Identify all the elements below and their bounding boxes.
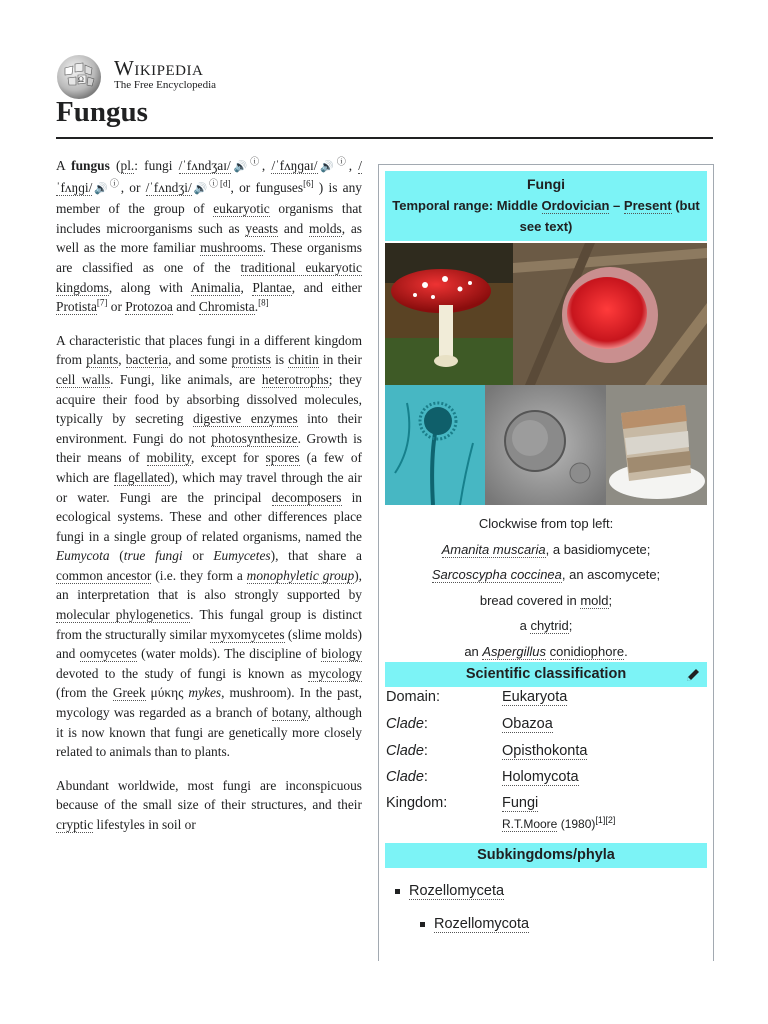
text: , as well as the more familiar: [56, 220, 362, 256]
text: , and some: [168, 352, 232, 368]
chytrid-photo: [485, 385, 606, 505]
term-eumycota: Eumycota: [56, 548, 110, 564]
footnote-d[interactable]: [d]: [220, 178, 231, 189]
link-digestive-enzymes[interactable]: digestive enzymes: [193, 411, 298, 427]
ipa-pronunciation-1[interactable]: /ˈfʌndʒaɪ/: [178, 158, 231, 173]
text: lifestyles in soil or: [93, 817, 196, 832]
page-title: Fungus: [56, 96, 148, 128]
text: is: [270, 352, 289, 368]
rank-colon: :: [423, 769, 428, 785]
text: , although it is now known that fungi are genetically more closely related to animals than to plants.: [56, 705, 362, 760]
text: .: [624, 643, 628, 659]
link-obazoa[interactable]: Obazoa: [502, 716, 553, 732]
link-cryptic[interactable]: cryptic: [56, 817, 94, 832]
article-body: [56, 156, 362, 849]
link-common-ancestor[interactable]: common ancestor: [56, 567, 152, 583]
temporal-range: [385, 195, 707, 237]
text: , or funguses: [230, 179, 304, 195]
text: , a basidiomycete;: [545, 541, 651, 557]
rank-label: Kingdom:: [386, 795, 448, 811]
text: ), an interpretation that is also strongly supported by: [56, 567, 363, 603]
text: or: [107, 299, 126, 315]
ipa-pronunciation-3[interactable]: /ˈfʌŋɡi/: [56, 158, 362, 195]
text: ;: [608, 592, 613, 608]
text: ), which may travel through the air or water. Fungi are the principal: [56, 469, 362, 505]
info-icon[interactable]: ⓘ: [250, 156, 262, 167]
text: ; they acquire their food by absorbing dissolved molecules, typically by secreting: [56, 371, 362, 427]
link-chytrid[interactable]: chytrid: [530, 618, 569, 633]
link-conidiophore[interactable]: conidiophore: [549, 643, 625, 659]
term-true-fungi: true fungi: [123, 548, 183, 564]
link-monophyletic-group[interactable]: monophyletic group: [246, 567, 355, 583]
reference-6[interactable]: [6]: [303, 178, 314, 189]
link-molecular-phylogenetics[interactable]: molecular phylogenetics: [56, 607, 191, 623]
taxobox: [378, 164, 714, 961]
text: and: [278, 220, 309, 236]
link-cell-walls[interactable]: cell walls: [56, 371, 111, 387]
link-rozellomycota[interactable]: Rozellomycota: [434, 916, 530, 932]
wikipedia-wordmark[interactable]: Wikipedia: [114, 56, 204, 80]
rank-label: [386, 743, 428, 759]
text: ;: [568, 618, 573, 633]
paragraph-1: [56, 156, 362, 317]
link-mobility[interactable]: mobility: [146, 450, 192, 466]
info-icon[interactable]: ⓘ: [209, 178, 221, 189]
text: a: [519, 618, 531, 633]
link-sarcoscypha-coccinea[interactable]: Sarcoscypha coccinea: [431, 567, 562, 582]
link-rt-moore[interactable]: R.T.Moore: [502, 817, 558, 831]
link-mold[interactable]: mold: [580, 592, 609, 608]
text: Temporal range: Middle: [392, 198, 542, 213]
text: . Fungi, like animals, are: [110, 371, 262, 387]
text: or: [182, 548, 214, 564]
link-yeasts[interactable]: yeasts: [245, 220, 279, 236]
link-plantae[interactable]: Plantae: [252, 279, 292, 295]
link-fungi[interactable]: Fungi: [502, 795, 539, 811]
reference-8[interactable]: [8]: [258, 297, 269, 308]
caption-line: [385, 588, 707, 614]
text: Abundant worldwide, most fungi are inconspicuous because of the small size of their structures, and their: [56, 777, 362, 813]
link-oomycetes[interactable]: oomycetes: [79, 646, 137, 662]
site-header[interactable]: [56, 54, 356, 98]
wikipedia-tagline: The Free Encyclopedia: [114, 79, 217, 91]
link-present[interactable]: Present: [623, 198, 672, 213]
text: and: [172, 299, 199, 315]
rank-label: [386, 769, 428, 785]
term-bold: fungus: [71, 158, 110, 173]
taxobox-title: Fungi: [526, 176, 566, 192]
caption-line: [385, 613, 707, 639]
text: , except for: [191, 450, 266, 466]
link-flagellated[interactable]: flagellated: [113, 469, 171, 485]
text: ), that share a: [270, 548, 362, 564]
link-bacteria[interactable]: bacteria: [125, 352, 169, 368]
speaker-icon[interactable]: 🔊: [230, 161, 251, 173]
reference-7[interactable]: [7]: [96, 297, 108, 308]
text: ) is any member of the group of: [56, 179, 362, 217]
rank-colon: :: [423, 716, 428, 732]
info-icon[interactable]: ⓘ: [336, 156, 349, 167]
link-botany[interactable]: botany: [271, 705, 308, 721]
link-biology[interactable]: biology: [321, 646, 363, 662]
taxon-authority: [502, 817, 615, 831]
link-decomposers[interactable]: decomposers: [271, 489, 342, 505]
amanita-photo: [385, 243, 513, 385]
list-item: [395, 883, 504, 899]
text: .: [254, 299, 259, 315]
text: (but see text): [519, 198, 700, 234]
taxonomy-row-domain: [385, 689, 707, 715]
bullet: [420, 922, 425, 927]
ipa-pronunciation-4[interactable]: /ˈfʌndʒi/: [145, 179, 192, 195]
link-mushrooms[interactable]: mushrooms: [200, 240, 263, 256]
info-icon[interactable]: ⓘ: [109, 178, 121, 189]
text: organisms that includes microorganisms such as: [56, 201, 362, 236]
text: , an ascomycete;: [561, 567, 661, 582]
text: , and either: [291, 279, 362, 295]
authority-year: (1980): [557, 817, 596, 831]
text: bread covered in: [479, 592, 581, 608]
taxobox-header: [385, 171, 707, 241]
speaker-icon[interactable]: 🔊: [191, 182, 210, 195]
taxonomy-row-clade-3: [385, 769, 707, 795]
text: in their: [318, 352, 362, 368]
text: (: [109, 548, 124, 564]
ipa-pronunciation-2[interactable]: /ˈfʌŋɡaɪ/: [271, 158, 318, 173]
image-caption: [385, 511, 707, 664]
text: , along with: [108, 279, 191, 295]
text: , mushroom). In the past, mycology was regarded as a branch of: [56, 685, 362, 721]
rank-name: Clade: [386, 716, 424, 732]
subkingdoms-header: Subkingdoms/phyla: [385, 843, 707, 868]
caption-line: [385, 639, 707, 665]
caption-line: [385, 562, 707, 588]
caption-line: Clockwise from top left:: [478, 516, 614, 531]
speaker-icon[interactable]: 🔊: [92, 182, 110, 195]
link-eukaryota[interactable]: Eukaryota: [502, 689, 568, 705]
wikipedia-globe-icon[interactable]: [56, 54, 102, 100]
taxonomy-row-clade-1: [385, 716, 707, 742]
pencil-icon[interactable]: [685, 667, 701, 683]
link-photosynthesize[interactable]: photosynthesize: [211, 430, 298, 446]
link-mycology[interactable]: mycology: [308, 665, 362, 681]
paragraph-3: [56, 776, 362, 835]
text: μύκης: [145, 685, 189, 701]
caption-line: [385, 537, 707, 563]
text: . This fungal group is distinct from the structurally similar: [56, 607, 362, 642]
rank-name: Clade: [386, 743, 424, 759]
link-traditional-kingdoms[interactable]: traditional eukaryotic kingdoms: [56, 259, 362, 295]
text: A: [56, 158, 72, 173]
link-amanita-muscaria[interactable]: Amanita muscaria: [441, 541, 546, 557]
title-divider: [56, 137, 713, 139]
text: into their environment. Fungi do not: [56, 411, 362, 446]
moldy-bread-photo: [606, 385, 707, 505]
text: ,: [261, 158, 272, 173]
term-mykes: mykes: [188, 685, 222, 701]
link-protists[interactable]: protists: [231, 352, 271, 368]
text: (slime molds) and: [56, 626, 362, 662]
text: ,: [348, 158, 359, 173]
link-plants[interactable]: plants: [86, 352, 119, 368]
plural-abbr-link[interactable]: pl.: [120, 158, 135, 173]
rank-colon: :: [423, 743, 428, 759]
text: (i.e. they form a: [151, 567, 247, 583]
section-title: Scientific classification: [465, 666, 627, 682]
taxonomy-row-clade-2: [385, 743, 707, 769]
scientific-classification-header: [385, 662, 707, 687]
sarcoscypha-photo: [513, 243, 707, 385]
link-holomycota[interactable]: Holomycota: [502, 769, 579, 785]
text: : fungi: [134, 158, 179, 173]
text: ,: [240, 279, 253, 295]
text: (from the: [56, 685, 113, 701]
aspergillus-photo: [385, 385, 485, 505]
text: in ecological systems. These and other differences place fungi in a single group of related organisms, named the: [56, 489, 363, 544]
link-chitin[interactable]: chitin: [288, 352, 319, 368]
link-myxomycetes[interactable]: myxomycetes: [210, 626, 285, 642]
link-chromista[interactable]: Chromista: [198, 299, 255, 315]
text: an: [464, 643, 483, 659]
link-spores[interactable]: spores: [265, 450, 300, 466]
fungi-collage-image[interactable]: [385, 243, 707, 505]
speaker-icon[interactable]: 🔊: [317, 161, 337, 173]
text: . These organisms are classified as one of the: [56, 240, 362, 275]
link-protozoa[interactable]: Protozoa: [125, 299, 173, 315]
text: , or: [120, 179, 146, 195]
term-eumycetes: Eumycetes: [213, 548, 271, 564]
reference-1-2[interactable]: [1][2]: [595, 815, 616, 825]
text: (water molds). The discipline of: [136, 646, 322, 662]
text: (a few of which are: [56, 450, 362, 485]
link-rozellomyceta[interactable]: Rozellomyceta: [409, 883, 505, 899]
text: –: [609, 198, 624, 213]
link-heterotrophs[interactable]: heterotrophs: [261, 371, 329, 387]
rank-label: [386, 716, 428, 732]
text: . Growth is their means of: [56, 430, 362, 466]
paragraph-2: [56, 331, 362, 762]
svg-text:Ω: Ω: [78, 75, 84, 84]
list-item: [420, 916, 529, 932]
link-animalia[interactable]: Animalia: [190, 279, 241, 295]
link-aspergillus[interactable]: Aspergillus: [482, 643, 546, 659]
rank-name: Clade: [386, 769, 424, 785]
link-opisthokonta[interactable]: Opisthokonta: [502, 743, 588, 759]
text: (: [109, 158, 121, 173]
link-eukaryotic[interactable]: eukaryotic: [213, 201, 270, 217]
link-ordovician[interactable]: Ordovician: [541, 198, 610, 213]
link-protista[interactable]: Protista: [56, 299, 97, 315]
bullet: [395, 889, 400, 894]
text: A characteristic that places fungi in a different kingdom from: [56, 332, 362, 368]
link-molds[interactable]: molds: [308, 220, 342, 236]
link-greek[interactable]: Greek: [112, 685, 146, 701]
text: devoted to the study of fungi is known as: [56, 665, 309, 681]
rank-label: Domain:: [386, 689, 440, 705]
text: ,: [118, 352, 126, 368]
